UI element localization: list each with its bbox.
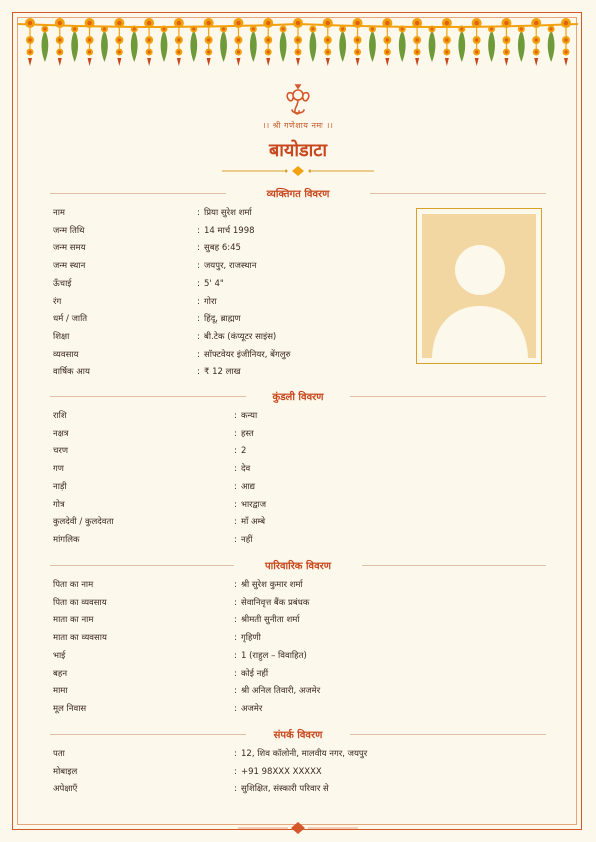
invocation-text: ।। श्री गणेशाय नमः ।।	[262, 121, 334, 130]
field-separator: :	[234, 464, 237, 475]
section-title: व्यक्तिगत विवरण	[259, 189, 338, 200]
mango-leaf-icon	[339, 30, 346, 62]
tassel-icon	[534, 58, 538, 66]
tassel-icon	[88, 58, 92, 66]
tassel-icon	[296, 58, 300, 66]
field-label: जन्म समय	[53, 243, 86, 254]
photo-frame	[416, 208, 542, 364]
field-label: जन्म तिथि	[53, 225, 85, 236]
field-label: पिता का व्यवसाय	[53, 597, 107, 608]
field-label: मूल निवास	[53, 703, 87, 714]
field-value: श्री अनिल तिवारी, अजमेर	[241, 686, 321, 697]
mango-leaf-icon	[280, 30, 287, 62]
section-title: कुंडली विवरण	[265, 392, 332, 403]
field-separator: :	[197, 278, 200, 289]
field-label: पिता का नाम	[53, 580, 94, 590]
mango-leaf-icon	[369, 30, 376, 62]
field-separator: :	[197, 314, 200, 325]
field-value: प्रिया सुरेश शर्मा	[204, 208, 252, 218]
mango-leaf-icon	[429, 30, 436, 62]
field-value: 1 (राहुल – विवाहित)	[241, 650, 307, 661]
field-label: गण	[53, 464, 64, 475]
field-label: जन्म स्थान	[53, 261, 86, 272]
tassel-icon	[326, 58, 330, 66]
field-separator: :	[197, 225, 200, 236]
field-separator: :	[234, 766, 237, 777]
field-label: रंग	[53, 296, 62, 307]
mango-leaf-icon	[71, 30, 78, 62]
field-label: कुलदेवी / कुलदेवता	[53, 517, 114, 528]
tassel-icon	[236, 58, 240, 66]
section-heading-kundali	[50, 389, 546, 403]
field-value: जयपुर, राजस्थान	[204, 261, 257, 272]
tassel-icon	[177, 58, 181, 66]
field-value: भारद्वाज	[241, 499, 267, 510]
field-separator: :	[234, 686, 237, 697]
field-value: सुबह 6:45	[204, 243, 241, 254]
tassel-icon	[475, 58, 479, 66]
field-value: देव	[241, 464, 251, 475]
field-value: सॉफ्टवेयर इंजीनियर, बेंगलुरु	[204, 349, 291, 360]
mango-leaf-icon	[399, 30, 406, 62]
field-separator: :	[234, 615, 237, 626]
field-separator: :	[197, 243, 200, 254]
field-separator: :	[197, 331, 200, 342]
field-separator: :	[234, 580, 237, 590]
mango-leaf-icon	[458, 30, 465, 62]
field-separator: :	[197, 208, 200, 218]
tassel-icon	[356, 58, 360, 66]
field-label: नाड़ी	[53, 481, 67, 492]
field-value: हस्त	[241, 428, 254, 439]
mango-leaf-icon	[250, 30, 257, 62]
field-label: ऊँचाई	[53, 278, 72, 289]
field-label: मोबाइल	[53, 766, 78, 777]
field-label: चरण	[53, 446, 69, 457]
mango-leaf-icon	[42, 30, 49, 62]
field-value: +91 98XXX XXXXX	[241, 766, 322, 777]
mango-leaf-icon	[101, 30, 108, 62]
field-label: व्यवसाय	[53, 349, 79, 360]
field-value: हिंदू, ब्राह्मण	[204, 314, 241, 325]
field-separator: :	[234, 517, 237, 528]
tassel-icon	[445, 58, 449, 66]
field-label: अपेक्षाएँ	[53, 784, 78, 795]
section-heading-family	[50, 558, 546, 572]
person-silhouette-icon	[422, 214, 536, 358]
tassel-icon	[266, 58, 270, 66]
field-separator: :	[234, 481, 237, 492]
mango-leaf-icon	[488, 30, 495, 62]
mango-leaf-icon	[220, 30, 227, 62]
field-value: 12, शिव कॉलोनी, मालवीय नगर, जयपुर	[241, 749, 368, 759]
field-value: माँ अम्बे	[241, 517, 266, 528]
field-separator: :	[197, 261, 200, 272]
field-value: गोरा	[204, 296, 217, 307]
tassel-icon	[415, 58, 419, 66]
tassel-icon	[117, 58, 121, 66]
field-label: मांगलिक	[53, 534, 80, 545]
field-value: श्री सुरेश कुमार शर्मा	[241, 580, 303, 590]
field-label: पता	[53, 749, 65, 759]
mango-leaf-icon	[131, 30, 138, 62]
bottom-diamond-ornament	[238, 822, 358, 834]
field-separator: :	[234, 633, 237, 644]
field-label: भाई	[53, 650, 66, 661]
mango-leaf-icon	[518, 30, 525, 62]
tassel-icon	[504, 58, 508, 66]
field-label: नाम	[53, 208, 66, 218]
tassel-icon	[147, 58, 151, 66]
section-title: संपर्क विवरण	[266, 730, 331, 741]
field-label: मामा	[53, 686, 68, 697]
field-value: कोई नहीं	[241, 668, 269, 679]
field-value: अजमेर	[241, 703, 263, 714]
field-value: बी.टेक (कंप्यूटर साइंस)	[204, 331, 277, 342]
field-separator: :	[234, 534, 237, 545]
field-value: सुशिक्षित, संस्कारी परिवार से	[241, 784, 329, 795]
field-separator: :	[197, 349, 200, 360]
section-title: पारिवारिक विवरण	[257, 561, 339, 572]
field-label: वार्षिक आय	[53, 367, 90, 378]
field-label: नक्षत्र	[53, 428, 69, 439]
field-label: गोत्र	[53, 499, 65, 510]
mango-leaf-icon	[310, 30, 317, 62]
field-value: 14 मार्च 1998	[204, 225, 255, 236]
page-title: बायोडाटा	[268, 140, 328, 161]
field-separator: :	[234, 446, 237, 457]
field-label: माता का नाम	[53, 615, 94, 626]
field-separator: :	[234, 428, 237, 439]
field-label: शिक्षा	[53, 331, 70, 342]
field-separator: :	[234, 597, 237, 608]
field-separator: :	[234, 668, 237, 679]
field-value: ₹ 12 लाख	[204, 367, 241, 378]
tassel-icon	[28, 58, 32, 66]
field-label: धर्म / जाति	[53, 314, 88, 325]
field-value: कन्या	[241, 411, 258, 421]
photo-placeholder	[422, 214, 536, 358]
field-separator: :	[197, 367, 200, 378]
section-heading-personal	[50, 186, 546, 200]
field-label: बहन	[53, 668, 68, 679]
field-separator: :	[234, 749, 237, 759]
mango-leaf-icon	[190, 30, 197, 62]
field-separator: :	[234, 411, 237, 421]
ganesha-icon	[280, 82, 316, 118]
field-value: 2	[241, 446, 247, 457]
mango-leaf-icon	[548, 30, 555, 62]
field-separator: :	[234, 499, 237, 510]
field-value: सेवानिवृत्त बैंक प्रबंधक	[241, 597, 310, 608]
tassel-icon	[385, 58, 389, 66]
tassel-icon	[564, 58, 568, 66]
mango-leaf-icon	[161, 30, 168, 62]
field-separator: :	[234, 784, 237, 795]
section-heading-contact	[50, 727, 546, 741]
marigold-toran-garland	[18, 14, 578, 76]
field-label: राशि	[53, 411, 67, 421]
field-separator: :	[234, 703, 237, 714]
field-value: 5' 4"	[204, 278, 224, 289]
tassel-icon	[58, 58, 62, 66]
title-divider-ornament	[222, 166, 374, 176]
field-label: माता का व्यवसाय	[53, 633, 107, 644]
field-value: आद्य	[241, 481, 256, 492]
field-separator: :	[234, 650, 237, 661]
field-value: नहीं	[241, 534, 253, 545]
field-value: गृहिणी	[241, 633, 261, 644]
field-value: श्रीमती सुनीता शर्मा	[241, 615, 300, 626]
field-separator: :	[197, 296, 200, 307]
tassel-icon	[207, 58, 211, 66]
